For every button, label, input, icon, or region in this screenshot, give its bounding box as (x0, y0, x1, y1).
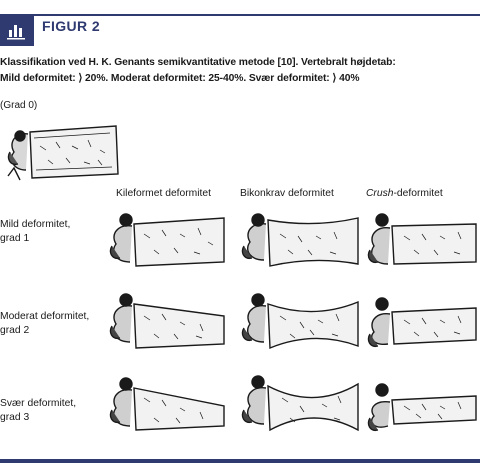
row-label-mild (0, 218, 70, 246)
row-label-severe (0, 397, 76, 425)
row-label-severe-line2: grad 3 (0, 412, 30, 423)
vertebra-biconcave-grade2 (238, 290, 362, 354)
row-label-moderate-line2: grad 2 (0, 325, 30, 336)
row-label-moderate (0, 310, 89, 338)
vertebra-wedge-grade2 (104, 290, 228, 354)
column-label-crush (366, 188, 443, 199)
top-rule (0, 14, 480, 16)
row-label-mild-line1: Mild deformitet, (0, 219, 71, 230)
caption-line-2: Mild deformitet: ⟩ 20%. Moderat deformitet: 25-40%. Svær deformitet: ⟩ 40% (0, 73, 360, 84)
vertebra-crush-grade1 (364, 206, 480, 272)
bar-chart-icon (0, 14, 34, 46)
figure-caption (0, 55, 476, 87)
figure-title: FIGUR 2 (42, 18, 101, 34)
vertebra-wedge-grade1 (104, 206, 228, 272)
vertebra-wedge-grade3 (104, 372, 228, 436)
column-label-biconcave: Bikonkrav deformitet (240, 188, 334, 199)
vertebra-biconcave-grade1 (238, 206, 362, 272)
grade0-label: (Grad 0) (0, 100, 38, 111)
vertebra-crush-grade3 (364, 372, 480, 436)
crush-suffix: -deformitet (393, 188, 443, 199)
vertebra-normal (0, 116, 122, 188)
vertebra-biconcave-grade3 (238, 372, 362, 436)
row-label-severe-line1: Svær deformitet, (0, 398, 77, 409)
crush-italic: Crush (366, 188, 394, 199)
column-label-wedge: Kileformet deformitet (116, 188, 211, 199)
caption-line-1: Klassifikation ved H. K. Genants semikvantitative metode [10]. Vertebralt højdetab: (0, 57, 396, 68)
bottom-rule (0, 459, 480, 463)
row-label-moderate-line1: Moderat deformitet, (0, 311, 90, 322)
row-label-mild-line2: grad 1 (0, 233, 30, 244)
vertebra-crush-grade2 (364, 290, 480, 354)
